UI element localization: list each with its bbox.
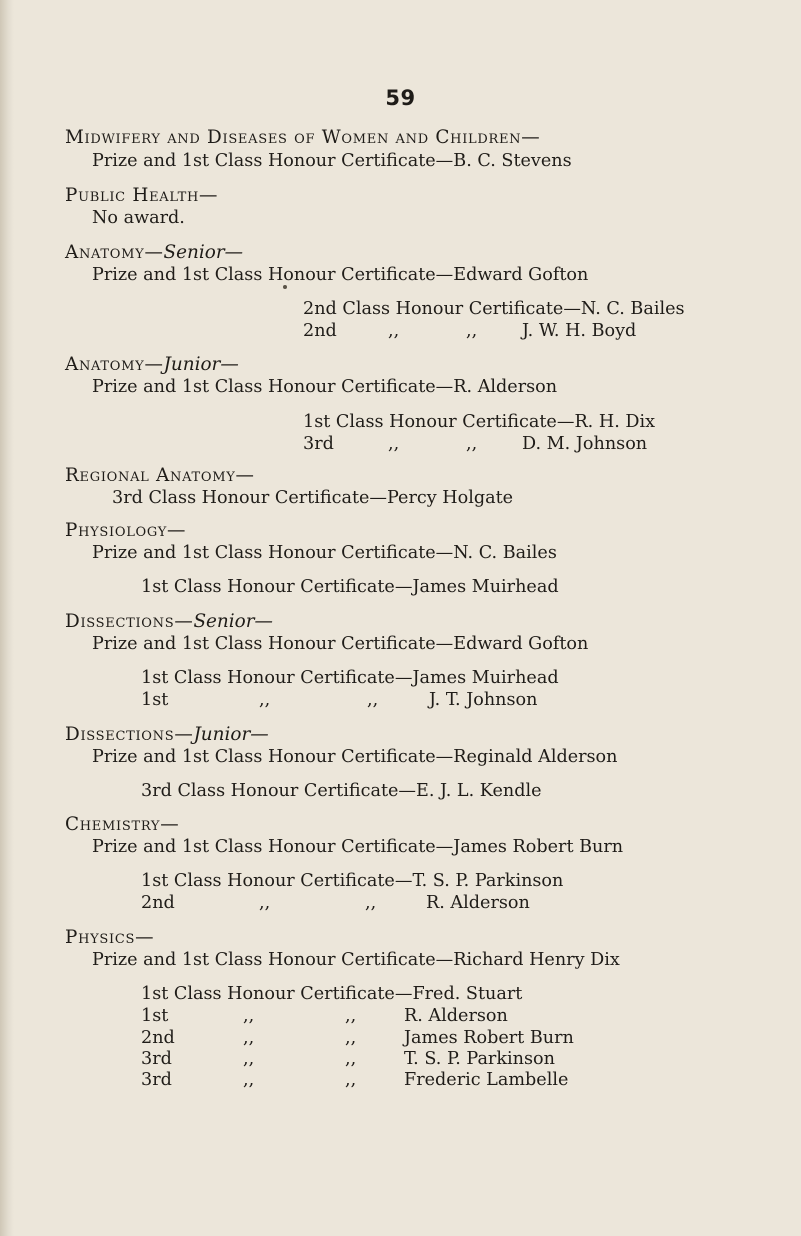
award-line: 3rd Class Honour Certificate—E. J. L. Kendle (141, 781, 542, 801)
award-line: 1st Class Honour Certificate—R. H. Dix (303, 412, 656, 432)
ditto-mark: ,, (365, 893, 377, 913)
award-line: 3rd Class Honour Certificate—Percy Holgate (112, 488, 514, 508)
heading-public-health: Public Health— (65, 185, 219, 206)
ditto-mark: ,, (466, 434, 478, 454)
ditto-name: T. S. P. Parkinson (404, 1049, 555, 1069)
heading-dissections-senior (65, 612, 273, 632)
award-line: 2nd Class Honour Certificate—N. C. Bailes (303, 299, 685, 319)
heading-sub: Senior— (163, 242, 244, 263)
ditto-name: J. T. Johnson (429, 690, 538, 710)
heading-label: Dissections— (65, 611, 194, 632)
ditto-mark: ,, (466, 321, 478, 341)
ditto-row (303, 434, 723, 454)
page-number: 59 (385, 86, 416, 110)
ditto-rank: 1st (141, 1006, 169, 1026)
award-line: Prize and 1st Class Honour Certificate—Edward Gofton (92, 634, 589, 654)
award-line: Prize and 1st Class Honour Certificate—Reginald Alderson (92, 747, 618, 767)
ditto-mark: ,, (345, 1049, 357, 1069)
award-line: No award. (92, 208, 185, 228)
ditto-mark: ,, (243, 1070, 255, 1090)
ditto-mark: ,, (259, 893, 271, 913)
ink-dot (283, 285, 287, 289)
award-line: Prize and 1st Class Honour Certificate—Richard Henry Dix (92, 950, 620, 970)
ditto-mark: ,, (388, 434, 400, 454)
ditto-row (141, 1091, 641, 1111)
award-line: 1st Class Honour Certificate—Fred. Stuart (141, 984, 523, 1004)
ditto-rank: 2nd (141, 1028, 175, 1048)
award-line: 1st Class Honour Certificate—James Muirhead (141, 668, 559, 688)
ditto-rank: 3rd (141, 1049, 172, 1069)
ditto-name: Frederic Lambelle (404, 1070, 569, 1090)
ditto-mark: ,, (243, 1049, 255, 1069)
heading-label: Anatomy— (65, 354, 164, 375)
heading-sub: Junior— (163, 354, 239, 375)
ditto-row (141, 1006, 641, 1026)
ditto-mark: ,, (388, 321, 400, 341)
ditto-mark: ,, (345, 1028, 357, 1048)
award-line: Prize and 1st Class Honour Certificate—B. C. Stevens (92, 151, 572, 171)
ditto-row (141, 893, 611, 913)
ditto-mark: ,, (243, 1006, 255, 1026)
heading-midwifery: Midwifery and Diseases of Women and Children— (65, 127, 541, 148)
award-line: Prize and 1st Class Honour Certificate—James Robert Burn (92, 837, 624, 857)
heading-anatomy-senior (65, 243, 243, 263)
heading-dissections-junior (65, 725, 269, 745)
award-line: 1st Class Honour Certificate—James Muirhead (141, 577, 559, 597)
award-line: Prize and 1st Class Honour Certificate—N. C. Bailes (92, 543, 557, 563)
ditto-rank: 1st (141, 690, 169, 710)
heading-physics: Physics— (65, 927, 155, 948)
ditto-row (141, 690, 611, 710)
ditto-name: James Robert Burn (404, 1028, 574, 1048)
heading-physiology: Physiology— (65, 520, 187, 541)
heading-sub: Senior— (193, 611, 273, 632)
award-line: 1st Class Honour Certificate—T. S. P. Parkinson (141, 871, 564, 891)
ditto-rank: 3rd (303, 434, 334, 454)
heading-anatomy-junior (65, 355, 239, 375)
ditto-row (303, 321, 723, 341)
ditto-row (141, 1070, 641, 1090)
ditto-name: R. Alderson (404, 1006, 508, 1026)
heading-label: Anatomy— (65, 242, 164, 263)
ditto-name: R. Alderson (426, 893, 530, 913)
heading-chemistry: Chemistry— (65, 814, 180, 835)
ditto-mark: ,, (243, 1028, 255, 1048)
ditto-mark: ,, (345, 1006, 357, 1026)
heading-sub: Junior— (193, 724, 269, 745)
ditto-name: D. M. Johnson (522, 434, 648, 454)
ditto-rank: 2nd (141, 893, 175, 913)
award-line: Prize and 1st Class Honour Certificate—R. Alderson (92, 377, 558, 397)
ditto-rank: 3rd (141, 1070, 172, 1090)
heading-label: Dissections— (65, 724, 194, 745)
ditto-mark: ,, (367, 690, 379, 710)
ditto-mark: ,, (259, 690, 271, 710)
ditto-mark: ,, (345, 1070, 357, 1090)
ditto-name: J. W. H. Boyd (522, 321, 637, 341)
award-line: Prize and 1st Class Honour Certificate—Edward Gofton (92, 265, 589, 285)
ditto-row (141, 1028, 641, 1048)
ditto-rank: 2nd (303, 321, 337, 341)
ditto-row (141, 1049, 641, 1069)
heading-regional-anatomy: Regional Anatomy— (65, 465, 255, 486)
